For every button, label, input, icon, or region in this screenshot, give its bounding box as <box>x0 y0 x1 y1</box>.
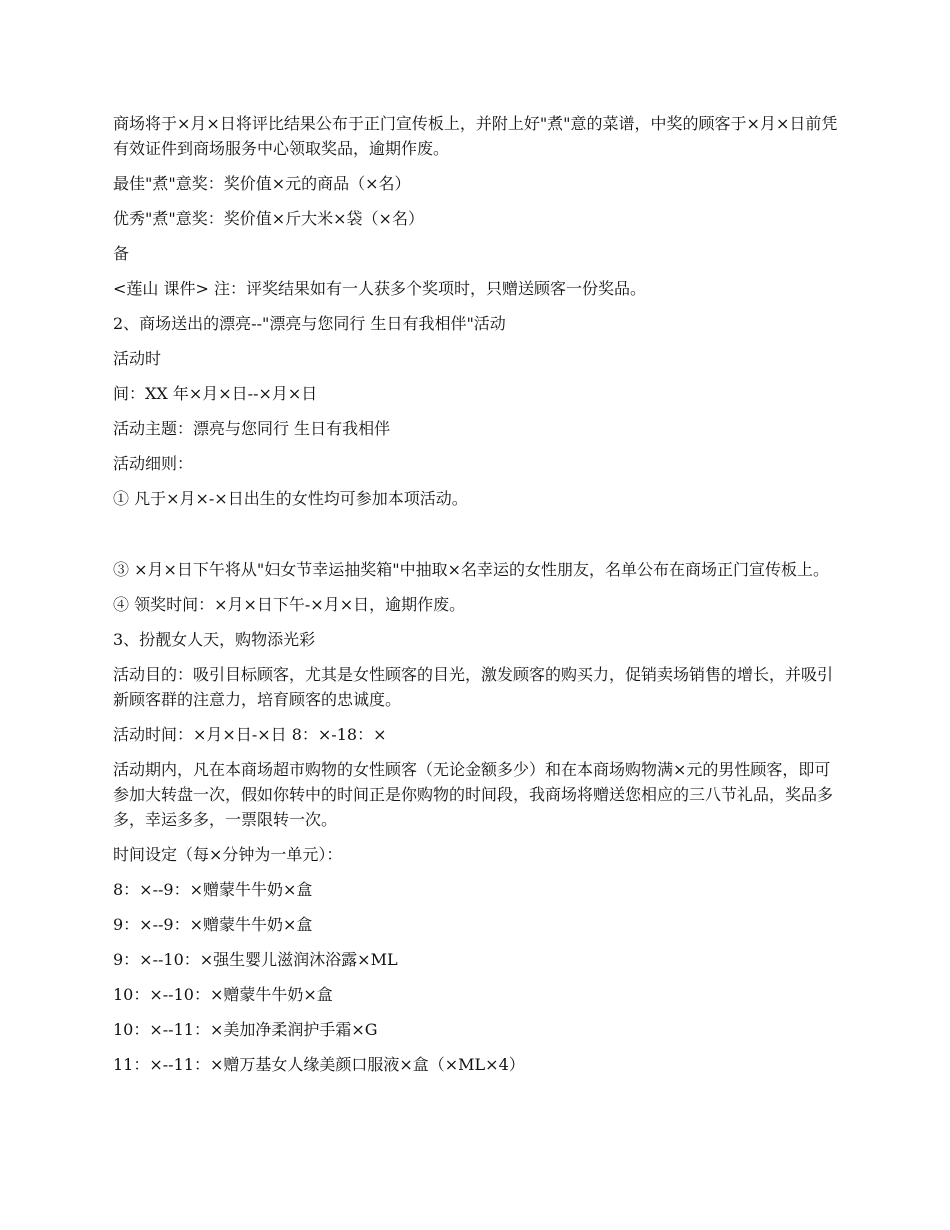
schedule-item: 11：×--11：×赠万基女人缘美颜口服液×盒（×ML×4） <box>113 1055 525 1074</box>
schedule-item: 9：×--10：×强生婴儿滋润沐浴露×ML <box>113 950 398 969</box>
paragraph-excellent-award: 优秀"煮"意奖：奖价值×斤大米×袋（×名） <box>113 209 424 228</box>
paragraph-event-time-value: 间：XX 年×月×日--×月×日 <box>113 384 318 403</box>
paragraph-note-fragment: 备 <box>113 244 130 263</box>
document-page <box>113 111 839 1087</box>
paragraph-award-note: <莲山 课件> 注：评奖结果如有一人获多个奖项时，只赠送顾客一份奖品。 <box>113 279 646 298</box>
paragraph-best-award: 最佳"煮"意奖：奖价值×元的商品（×名） <box>113 174 411 193</box>
schedule-item: 8：×--9：×赠蒙牛牛奶×盒 <box>113 880 313 899</box>
paragraph-event-details: 活动期内，凡在本商场超市购物的女性顾客（无论金额多少）和在本商场购物满×元的男性顾客，即可参加大转盘一次，假如你转中的时间正是你购物的时间段，我商场将赠送您相应的三八节礼品，奖品多多，幸运多多，一票限转一次。 <box>113 760 834 829</box>
paragraph-event-purpose: 活动目的：吸引目标顾客，尤其是女性顾客的目光，激发顾客的购买力，促销卖场销售的增长，并吸引新顾客群的注意力，培育顾客的忠诚度。 <box>113 665 834 709</box>
schedule-item: 9：×--9：×赠蒙牛牛奶×盒 <box>113 915 313 934</box>
paragraph-event-time-label: 活动时 <box>113 349 162 368</box>
paragraph-award-announcement: 商场将于×月×日将评比结果公布于正门宣传板上，并附上好"煮"意的菜谱，中奖的顾客于×月×日前凭有效证件到商场服务中心领取奖品，逾期作废。 <box>113 114 838 158</box>
schedule-item: 10：×--10：×赠蒙牛牛奶×盒 <box>113 985 333 1004</box>
paragraph-rule-1: ① 凡于×月×-×日出生的女性均可参加本项活动。 <box>113 489 468 508</box>
section-heading-shopping-event: 3、扮靓女人天，购物添光彩 <box>113 630 316 649</box>
schedule-item: 10：×--11：×美加净柔润护手霜×G <box>113 1020 378 1039</box>
paragraph-time-setting: 时间设定（每×分钟为一单元）： <box>113 845 343 864</box>
paragraph-shopping-event-time: 活动时间：×月×日-×日 8：×-18：× <box>113 725 387 744</box>
paragraph-rule-3: ③ ×月×日下午将从"妇女节幸运抽奖箱"中抽取×名幸运的女性朋友，名单公布在商场正门宣传板上。 <box>113 560 830 579</box>
paragraph-event-theme: 活动主题：漂亮与您同行 生日有我相伴 <box>113 419 391 438</box>
paragraph-rule-4: ④ 领奖时间：×月×日下午-×月×日，逾期作废。 <box>113 595 466 614</box>
section-heading-birthday-event: 2、商场送出的漂亮--"漂亮与您同行 生日有我相伴"活动 <box>113 314 506 333</box>
paragraph-event-rules-label: 活动细则： <box>113 454 194 473</box>
